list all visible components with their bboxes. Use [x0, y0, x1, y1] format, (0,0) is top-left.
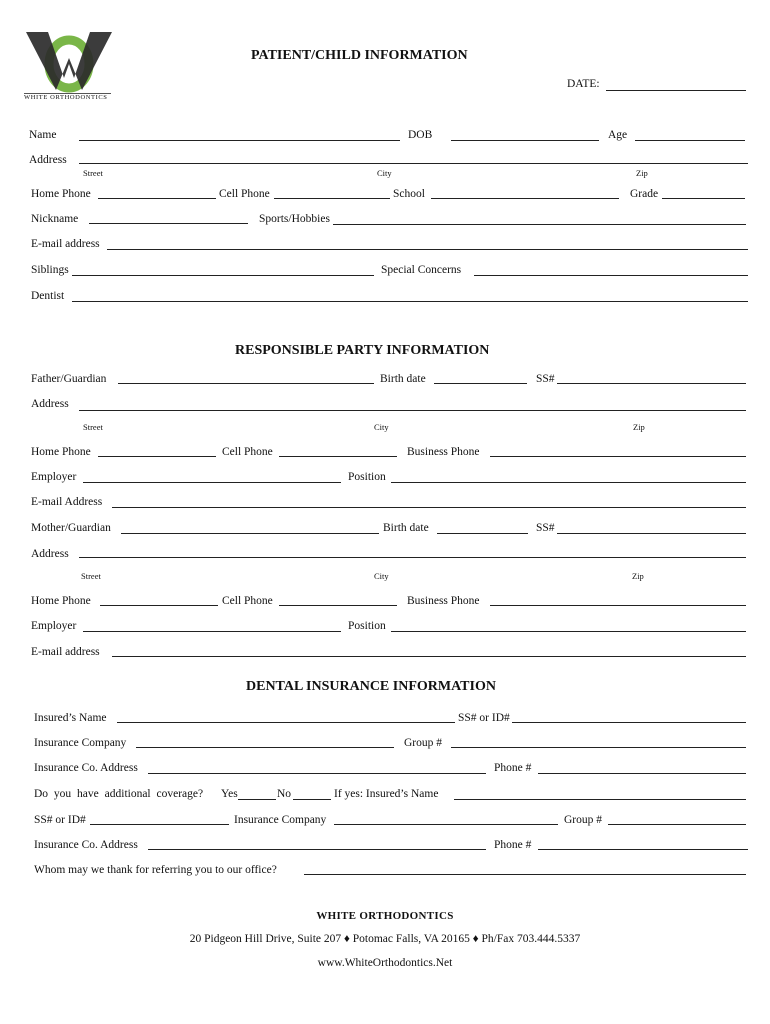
- father-position-label: Position: [348, 471, 386, 483]
- group-label: Group #: [404, 737, 443, 749]
- mother-position-label: Position: [348, 620, 386, 632]
- special-concerns-label: Special Concerns: [381, 264, 462, 276]
- father-zip-caption: Zip: [633, 422, 645, 432]
- email-field[interactable]: [107, 249, 748, 250]
- father-position-field[interactable]: [391, 482, 746, 483]
- additional-ss-label: SS# or ID#: [34, 814, 86, 826]
- dentist-label: Dentist: [31, 290, 65, 302]
- no-label: No: [277, 788, 292, 800]
- father-business-phone-field[interactable]: [490, 456, 746, 457]
- father-business-phone-label: Business Phone: [407, 446, 480, 458]
- father-ss-field[interactable]: [557, 383, 746, 384]
- father-email-label: E-mail Address: [31, 496, 103, 508]
- additional-group-field[interactable]: [608, 824, 746, 825]
- additional-group-label: Group #: [564, 814, 603, 826]
- additional-phone-field[interactable]: [538, 849, 748, 850]
- additional-ss-field[interactable]: [90, 824, 229, 825]
- mother-birth-label: Birth date: [383, 522, 429, 534]
- insured-ss-field[interactable]: [512, 722, 746, 723]
- father-employer-label: Employer: [31, 471, 77, 483]
- insurance-phone-field[interactable]: [538, 773, 746, 774]
- additional-insured-field[interactable]: [454, 799, 746, 800]
- father-ss-label: SS#: [536, 373, 555, 385]
- additional-coverage-label: Do you have additional coverage?: [34, 788, 204, 800]
- father-address-field[interactable]: [79, 410, 746, 411]
- insured-ss-label: SS# or ID#: [458, 712, 510, 724]
- father-home-phone-label: Home Phone: [31, 446, 91, 458]
- school-label: School: [393, 188, 425, 200]
- mother-ss-field[interactable]: [557, 533, 746, 534]
- insurance-section-title: DENTAL INSURANCE INFORMATION: [246, 679, 496, 694]
- insurance-address-field[interactable]: [148, 773, 486, 774]
- father-city-caption: City: [374, 422, 389, 432]
- name-label: Name: [29, 129, 57, 141]
- father-birth-label: Birth date: [380, 373, 426, 385]
- mother-field[interactable]: [121, 533, 379, 534]
- mother-birth-field[interactable]: [437, 533, 528, 534]
- father-field[interactable]: [118, 383, 374, 384]
- mother-position-field[interactable]: [391, 631, 746, 632]
- mother-employer-field[interactable]: [83, 631, 341, 632]
- city-caption: City: [377, 168, 392, 178]
- mother-city-caption: City: [374, 571, 389, 581]
- mother-address-field[interactable]: [79, 557, 746, 558]
- cell-phone-label: Cell Phone: [219, 188, 270, 200]
- mother-address-label: Address: [31, 548, 69, 560]
- if-yes-label: If yes: Insured’s Name: [334, 788, 439, 800]
- additional-address-field[interactable]: [148, 849, 486, 850]
- mother-business-phone-field[interactable]: [490, 605, 746, 606]
- yes-label: Yes: [221, 788, 238, 800]
- address-field[interactable]: [79, 163, 748, 164]
- referral-field[interactable]: [304, 874, 746, 875]
- street-caption: Street: [83, 168, 103, 178]
- insured-name-field[interactable]: [117, 722, 455, 723]
- additional-address-label: Insurance Co. Address: [34, 839, 138, 851]
- name-field[interactable]: [79, 140, 400, 141]
- footer-website[interactable]: www.WhiteOrthodontics.Net: [317, 957, 453, 969]
- yes-field[interactable]: [238, 799, 276, 800]
- mother-email-label: E-mail address: [31, 646, 100, 658]
- home-phone-label: Home Phone: [31, 188, 91, 200]
- dob-field[interactable]: [451, 140, 599, 141]
- cell-phone-field[interactable]: [274, 198, 390, 199]
- insurance-company-field[interactable]: [136, 747, 394, 748]
- sports-field[interactable]: [333, 224, 746, 225]
- dentist-field[interactable]: [72, 301, 748, 302]
- logo-name: WHITE ORTHODONTICS: [24, 94, 108, 101]
- home-phone-field[interactable]: [98, 198, 216, 199]
- mother-cell-phone-field[interactable]: [279, 605, 397, 606]
- footer-address: 20 Pidgeon Hill Drive, Suite 207 ♦ Potomac Falls, VA 20165 ♦ Ph/Fax 703.444.5337: [189, 933, 581, 945]
- father-birth-field[interactable]: [434, 383, 527, 384]
- referral-label: Whom may we thank for referring you to our office?: [34, 864, 277, 876]
- nickname-label: Nickname: [31, 213, 79, 225]
- mother-zip-caption: Zip: [632, 571, 644, 581]
- age-label: Age: [608, 129, 628, 141]
- father-home-phone-field[interactable]: [98, 456, 216, 457]
- mother-ss-label: SS#: [536, 522, 555, 534]
- dob-label: DOB: [408, 129, 433, 141]
- mother-employer-label: Employer: [31, 620, 77, 632]
- mother-label: Mother/Guardian: [31, 522, 111, 534]
- special-concerns-field[interactable]: [474, 275, 748, 276]
- siblings-label: Siblings: [31, 264, 69, 276]
- father-employer-field[interactable]: [83, 482, 341, 483]
- school-field[interactable]: [431, 198, 619, 199]
- mother-street-caption: Street: [81, 571, 101, 581]
- grade-field[interactable]: [662, 198, 745, 199]
- father-cell-phone-label: Cell Phone: [222, 446, 273, 458]
- insured-name-label: Insured’s Name: [34, 712, 107, 724]
- mother-business-phone-label: Business Phone: [407, 595, 480, 607]
- zip-caption: Zip: [636, 168, 648, 178]
- no-field[interactable]: [293, 799, 331, 800]
- insurance-phone-label: Phone #: [494, 762, 532, 774]
- additional-company-field[interactable]: [334, 824, 558, 825]
- logo-mark-icon: [24, 28, 114, 94]
- mother-cell-phone-label: Cell Phone: [222, 595, 273, 607]
- insurance-address-label: Insurance Co. Address: [34, 762, 138, 774]
- responsible-section-title: RESPONSIBLE PARTY INFORMATION: [235, 343, 490, 358]
- father-label: Father/Guardian: [31, 373, 107, 385]
- father-street-caption: Street: [83, 422, 103, 432]
- address-label: Address: [29, 154, 67, 166]
- footer-name: WHITE ORTHODONTICS: [316, 910, 454, 922]
- group-field[interactable]: [451, 747, 746, 748]
- mother-home-phone-label: Home Phone: [31, 595, 91, 607]
- father-cell-phone-field[interactable]: [279, 456, 397, 457]
- mother-email-field[interactable]: [112, 656, 746, 657]
- date-label: DATE:: [567, 78, 600, 90]
- grade-label: Grade: [630, 188, 659, 200]
- father-email-field[interactable]: [112, 507, 746, 508]
- patient-section-title: PATIENT/CHILD INFORMATION: [251, 48, 468, 63]
- age-field[interactable]: [635, 140, 745, 141]
- nickname-field[interactable]: [89, 223, 248, 224]
- siblings-field[interactable]: [72, 275, 374, 276]
- email-label: E-mail address: [31, 238, 100, 250]
- additional-company-label: Insurance Company: [234, 814, 327, 826]
- insurance-company-label: Insurance Company: [34, 737, 127, 749]
- date-field[interactable]: [606, 90, 746, 91]
- additional-phone-label: Phone #: [494, 839, 532, 851]
- mother-home-phone-field[interactable]: [100, 605, 218, 606]
- sports-label: Sports/Hobbies: [259, 213, 330, 225]
- father-address-label: Address: [31, 398, 69, 410]
